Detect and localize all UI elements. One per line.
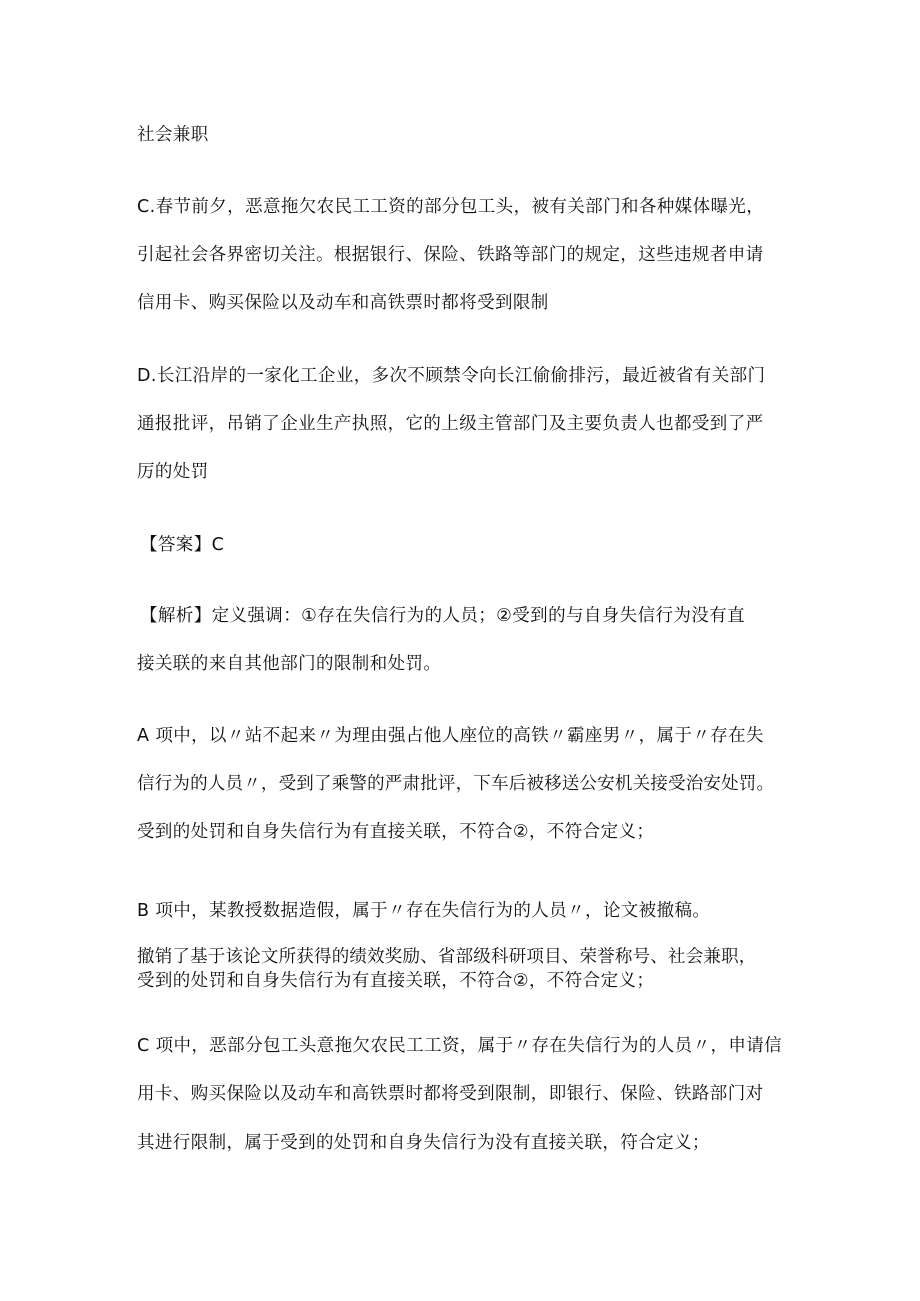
option-c-line: 引起社会各界密切关注。根据银行、保险、铁路等部门的规定，这些违规者申请 (137, 245, 764, 265)
option-c-line: C.春节前夕，恶意拖欠农民工工资的部分包工头，被有关部门和各种媒体曝光， (137, 197, 765, 217)
option-d-line: 通报批评，吊销了企业生产执照，它的上级主管部门及主要负责人也都受到了严 (137, 414, 764, 434)
option-d-line: D.长江沿岸的一家化工企业，多次不顾禁令向长江偷偷排污，最近被省有关部门 (137, 366, 766, 386)
answer-line: 【答案】C (140, 535, 225, 555)
analysis-line: 【解析】定义强调：①存在失信行为的人员；②受到的与自身失信行为没有直 (140, 606, 745, 626)
analysis-b-line: 受到的处罚和自身失信行为有直接关联，不符合②，不符合定义； (137, 971, 655, 991)
option-d-line: 厉的处罚 (137, 462, 209, 482)
option-c-line: 信用卡、购买保险以及动车和高铁票时都将受到限制 (137, 293, 549, 313)
analysis-b-line: 撤销了基于该论文所获得的绩效奖励、省部级科研项目、荣誉称号、社会兼职， (137, 947, 757, 967)
analysis-line: 接关联的来自其他部门的限制和处罚。 (137, 654, 442, 674)
analysis-a-line: A 项中，以〃站不起来〃为理由强占他人座位的高铁〃霸座男〃，属于〃存在失 (137, 726, 764, 746)
analysis-c-line: C 项中，恶部分包工头意拖欠农民工工资，属于〃存在失信行为的人员〃，申请信 (137, 1036, 783, 1056)
text-line: 社会兼职 (137, 125, 209, 145)
analysis-c-line: 用卡、购买保险以及动车和高铁票时都将受到限制，即银行、保险、铁路部门对 (137, 1084, 764, 1104)
analysis-b-line: B 项中，某教授数据造假，属于〃存在失信行为的人员〃，论文被撤稿。 (137, 901, 711, 921)
analysis-a-line: 受到的处罚和自身失信行为有直接关联，不符合②，不符合定义； (137, 822, 655, 842)
analysis-c-line: 其进行限制，属于受到的处罚和自身失信行为没有直接关联，符合定义； (137, 1133, 710, 1153)
analysis-a-line: 信行为的人员〃，受到了乘警的严肃批评，下车后被移送公安机关接受治安处罚。 (137, 774, 775, 794)
